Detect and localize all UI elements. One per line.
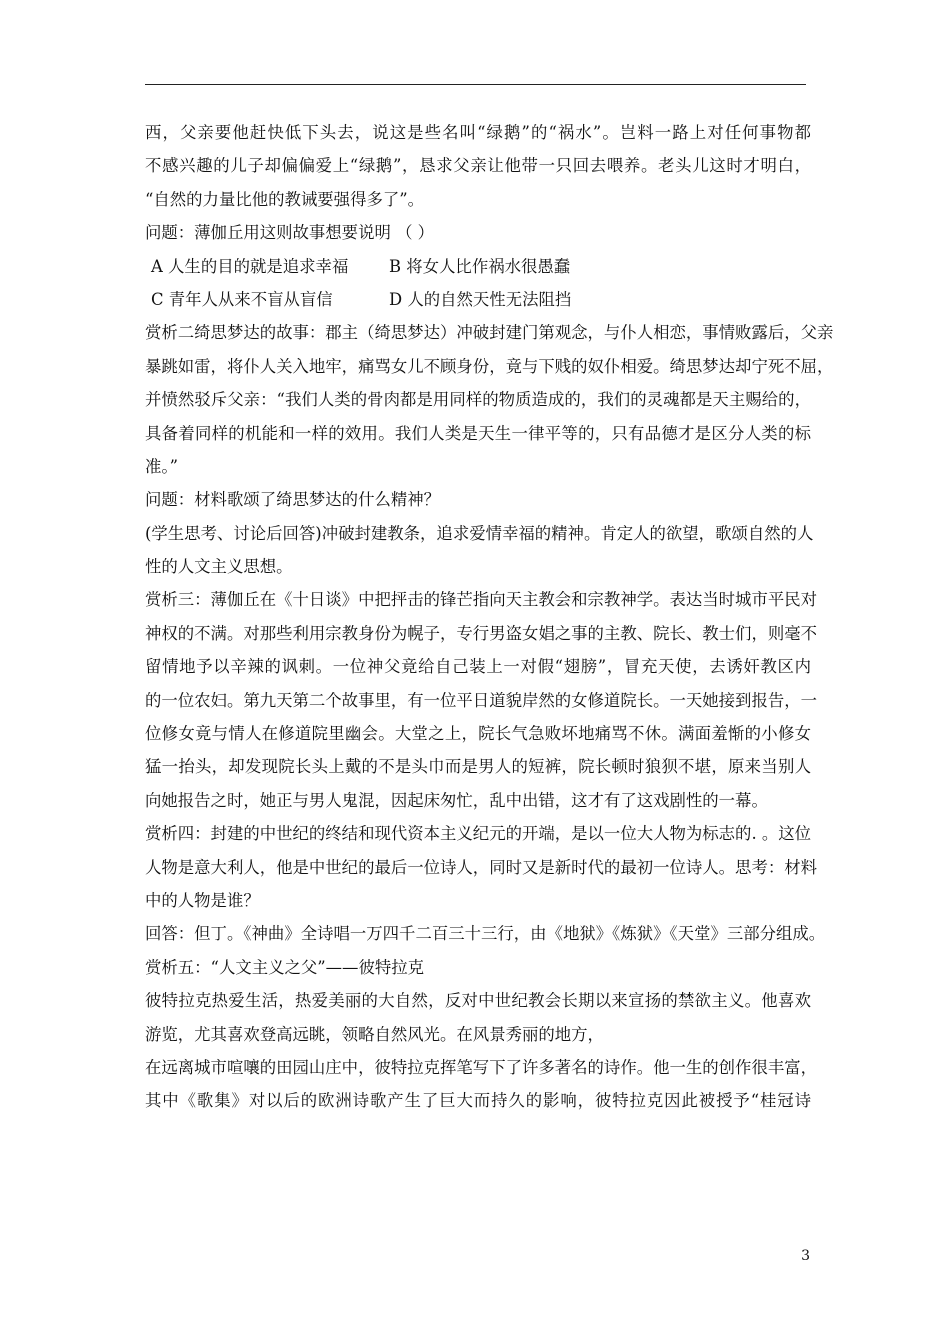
option-c: C 青年人从来不盲从盲信 (151, 289, 333, 309)
option-b: B 将女人比作祸水很愚蠢 (389, 256, 571, 276)
question-line: 问题：材料歌颂了绮思梦达的什么精神？ (145, 490, 441, 510)
text-line: 不感兴趣的儿子却偏偏爱上“绿鹅”，恳求父亲让他带一只回去喂养。老头儿这时才明白， (145, 156, 811, 176)
text-line: 具备着同样的机能和一样的效用。我们人类是天生一律平等的，只有品德才是区分人类的标 (145, 423, 811, 443)
question-line: 问题：薄伽丘用这则故事想要说明 （ ） (145, 223, 435, 243)
text-line: 赏析二绮思梦达的故事：郡主（绮思梦达）冲破封建门第观念，与仆人相恋，事情败露后，父亲 (145, 323, 834, 343)
option-a: A 人生的目的就是追求幸福 (151, 256, 349, 276)
text-line: 其中《歌集》对以后的欧洲诗歌产生了巨大而持久的影响，彼特拉克因此被授予“桂冠诗 (145, 1091, 811, 1111)
text-line: 彼特拉克热爱生活，热爱美丽的大自然，反对中世纪教会长期以来宣扬的禁欲主义。他喜欢 (145, 991, 811, 1011)
text-line: 性的人文主义思想。 (145, 557, 293, 577)
text-line: “自然的力量比他的教诫要强得多了”。 (145, 189, 425, 209)
text-line: 回答：但丁。《神曲》全诗唱一万四千二百三十三行，由《地狱》《炼狱》《天堂》三部分组成。 (145, 924, 826, 944)
text-line: 留情地予以辛辣的讽刺。一位神父竟给自己装上一对假“翅膀”，冒充天使，去诱奸教区内 (145, 657, 811, 677)
text-line: 猛一抬头，却发现院长头上戴的不是头巾而是男人的短裤，院长顿时狼狈不堪，原来当别人 (145, 757, 811, 777)
page-number: 3 (801, 1248, 810, 1264)
text-line: 赏析四：封建的中世纪的终结和现代资本主义纪元的开端，是以一位大人物为标志的. 。这位 (145, 824, 812, 844)
text-line: 游览，尤其喜欢登高远眺，领略自然风光。在风景秀丽的地方， (145, 1024, 604, 1044)
text-line: 位修女竟与情人在修道院里幽会。大堂之上，院长气急败坏地痛骂不休。满面羞惭的小修女 (145, 724, 811, 744)
text-line: 西，父亲要他赶快低下头去，说这是些名叫“绿鹅”的“祸水”。岂料一路上对任何事物都 (145, 123, 811, 142)
text-line: 准。” (145, 456, 178, 476)
text-line: 神权的不满。对那些利用宗教身份为幌子，专行男盗女娼之事的主教、院长、教士们，则毫不 (145, 623, 818, 643)
text-line: 并愤然驳斥父亲：“我们人类的骨肉都是用同样的物质造成的，我们的灵魂都是天主赐给的， (145, 390, 811, 410)
header-rule (145, 84, 806, 85)
text-line: 的一位农妇。第九天第二个故事里，有一位平日道貌岸然的女修道院长。一天她接到报告，一 (145, 690, 818, 710)
text-line: 中的人物是谁？ (145, 890, 260, 910)
text-line: (学生思考、讨论后回答)冲破封建教条，追求爱情幸福的精神。肯定人的欲望，歌颂自然的人 (145, 523, 814, 543)
section-heading: 赏析五：“人文主义之父”——彼特拉克 (145, 957, 425, 977)
text-line: 向她报告之时，她正与男人鬼混，因起床匆忙，乱中出错，这才有了这戏剧性的一幕。 (145, 790, 768, 810)
option-d: D 人的自然天性无法阻挡 (389, 289, 572, 309)
text-line: 暴跳如雷，将仆人关入地牢，痛骂女儿不顾身份，竟与下贱的奴仆相爱。绮思梦达却宁死不屈， (145, 356, 834, 376)
text-line: 在远离城市喧嚷的田园山庄中，彼特拉克挥笔写下了许多著名的诗作。他一生的创作很丰富， (145, 1057, 818, 1077)
body-text (145, 116, 834, 1118)
options-row (145, 250, 811, 283)
text-line: 人物是意大利人，他是中世纪的最后一位诗人，同时又是新时代的最初一位诗人。思考：材料 (145, 857, 818, 877)
options-row (145, 283, 811, 316)
text-line: 赏析三：薄伽丘在《十日谈》中把抨击的锋芒指向天主教会和宗教神学。表达当时城市平民对 (145, 590, 818, 610)
